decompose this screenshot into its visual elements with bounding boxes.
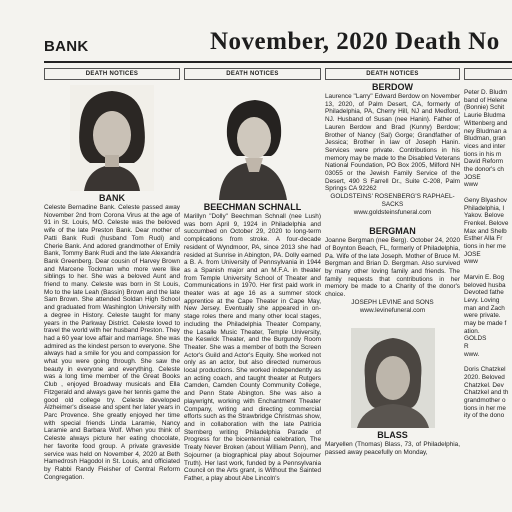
cropped-line: Marvin E. Bog (464, 273, 505, 281)
cropped-line: David Reform (464, 158, 504, 166)
notice-text-schnall: Marillyn "Dolly" Beechman Schnall (nee Lush) was born April 9, 1924 in Philadelphia and succumbed on October 29, 2020 to long-term complications from stroke. A four-decade resident of Wyndmoor, PA, since 2013 she had resided at Sunrise in Abington, PA. Dolly earned a B. A. from University of Pennsylvania in 1944 as a Spanish major and an M.F.A. in theater from Temple University School of Theater and Communications in 1970. Her first paid work in theater was at age 16 as a summer stock apprentice at the Cape Theater in Cape May, New Jersey. Eventually she appeared in on-stage roles there and many other local stages, including the Philadelphia Theater Company, the Lasalle Music Theater, Temple University, the Keswick Theater, and the Burgundy Room Theater. She was a member of both the Screen Actor's Guild and Actor's Equity. She worked not only as an actor, but also directed numerous local productions. She worked independently as an acting coach, and taught theater at Rutgers Camden, Camden County Community College, and Penn State Abington. She was also a playwright, working with Enchantment Theater Company, writing and directing commercial efforts such as the Strawbridge Christmas show, and in collaboration with the late Patricia Sternberg writing Philadelphia Parade of Progress for the bicentennial celebration, The Treaty Never Broken (about William Penn), and Sojourner (a biographical play about Sojourner Truth). Her last work, funded by a Pennsylvania Council on the Arts grant, is Without the Sainted Father, a play about Abe Lincoln's (184, 213, 321, 482)
cropped-line: tions in his m (464, 150, 502, 158)
column-label: DEATH NOTICES (325, 68, 460, 80)
column-label: DEATH NOTICES (44, 68, 180, 80)
cropped-line: JOSE (464, 173, 481, 181)
cropped-line: Chatzkel. Dev (464, 381, 504, 389)
cropped-line: Wittenberg and (464, 119, 508, 127)
funeral-home-bergman: JOSEPH LEVINE and SONS (351, 298, 434, 306)
cropped-line: Esther Alla Fr (464, 235, 503, 243)
cropped-line: www (464, 181, 478, 189)
cropped-line: 2020. Beloved (464, 373, 505, 381)
notice-name-schnall: BEECHMAN SCHNALL (203, 202, 302, 212)
cropped-line: www. (464, 350, 480, 358)
page-title: November, 2020 Death No (210, 28, 500, 55)
column-bank (44, 68, 180, 512)
cropped-line: R (464, 343, 469, 351)
column-berdow (325, 68, 460, 512)
blass-photo (351, 328, 435, 428)
cropped-line: were private. (464, 312, 501, 320)
cropped-line: ation. (464, 327, 480, 335)
funeral-home-berdow: GOLDSTEINS' ROSENBERG'S RAPHAEL-SACKS (330, 193, 455, 208)
notice-name-blass: BLASS (377, 430, 408, 441)
schnall-photo (211, 92, 295, 200)
cropped-line: Chatzkel and th (464, 389, 509, 397)
notice-text-berdow: Laurence "Larry" Edward Berdow on November 13, 2020, of Palm Desert, CA, formerly of Philadelphia, PA, Cherry Hill, NJ and Medford, NJ. Husband of Susan (nee Hanin). Father of Lauren Berdow and Brad (Kunny) Berdow; Brother of Nancy (Sal) Gorge; Grandfather of Jessica; Brother in law of Joseph Hanin. Services were private. Contributions in his memory may be made to the Disabled Veterans National Foundation, PO Box 2005, Milford NH 03055 or the Jewish Family Service of the Desert, 490 S Farrell Dr., Suite C-208, Palm Springs CA 92262 (325, 93, 460, 193)
cropped-line: Doris Chatzkel (464, 366, 506, 374)
cropped-line: Philadelphia, I (464, 204, 505, 212)
cropped-line: man and Zach (464, 304, 505, 312)
column-label-cropped (464, 68, 512, 80)
cropped-line (464, 266, 512, 274)
cropped-line: Levy. Loving (464, 296, 500, 304)
cropped-line (464, 189, 512, 197)
cropped-line: Bludman, gran (464, 135, 506, 143)
cropped-line: ney Bludman a (464, 127, 507, 135)
notice-name-berdow: BERDOW (372, 82, 413, 92)
cropped-line: Devoted fathe (464, 289, 504, 297)
cropped-line: grandmother o (464, 397, 506, 405)
cropped-line: JOSE (464, 250, 481, 258)
cropped-line: Geny Blyashov (464, 196, 507, 204)
cropped-line: Peter D. Bludm (464, 89, 508, 96)
column-schnall (184, 68, 321, 512)
cropped-line: vices and inter (464, 142, 506, 150)
notice-name-bergman: BERGMAN (369, 226, 416, 237)
cropped-line: (Bonnie) Schit (464, 104, 505, 112)
cropped-notice-lines (464, 89, 512, 420)
cropped-line: Laurie Bludma (464, 112, 506, 120)
notice-name-bank: BANK (99, 193, 125, 203)
notice-text-blass: Maryellen (Thomas) Blass, 73, of Philadelphia, passed away peacefully on Monday, (325, 441, 460, 456)
cropped-line: Max and Shelb (464, 227, 507, 235)
cropped-line: www (464, 258, 478, 266)
section-title: BANK (44, 38, 89, 55)
column-cropped (464, 68, 512, 512)
cropped-line: may be made f (464, 320, 507, 328)
website-bergman: www.levinefuneral.com (359, 306, 426, 314)
website-berdow: www.goldsteinsfuneral.com (353, 208, 432, 216)
cropped-line: GOLDS (464, 335, 487, 343)
cropped-line: band of Helene (464, 96, 508, 104)
cropped-line (464, 359, 512, 367)
cropped-line: ity of the dono (464, 412, 505, 420)
cropped-line: Yakov. Belove (464, 212, 504, 220)
notice-text-bergman: Joanne Bergman (nee Berg). October 24, 2020 of Boynton Beach, FL, formerly of Philadelphia, Pa. Wife of the late Joseph. Mother of Bruce M. Bergman and Brian D. Bergman. Also survived by many other loving family and friends. The family requests that contributions in her memory be made to a Charity of the donor's choice. (325, 237, 460, 299)
cropped-line: tions in her me (464, 404, 506, 412)
cropped-line: beloved husba (464, 281, 506, 289)
notice-text-bank: Celeste Bernadine Bank. Celeste passed away November 2nd from Corona Virus at the age of 91 in St. Louis, MO. Celeste was the beloved wife of the late Preston Bank. Dear mother of Patti Bank Rudi (husband Tom Rudi) and Cherie Bank. And adored grandmother of Emily Bank, Tommy Bank Rudi and the late Alexandra Bank Greenberg. Dear cousin of Harvey Brown and Marcene Tockman who more were like siblings to her. She was a beloved Aunt and friend to many. Celeste was born in St Louis, Mo to the late Leah (Bassin) Brown and the late Sam Brown. She attended Soldan High School and graduated from Washington University with a degree in History. Celeste taught for many years in the Parkway District. Celeste loved to travel the world with her husband Preston. They had a 60 year love affair and marriage. She was admired as the kindest person to everyone. She always had a smile for you and compassion for what you were going through. She saw the beauty in everyone and everything. Celeste was a long time member of the Great Books Club , enjoyed Broadway musicals and Ella Fitzgerald and always gave her tennis game the good old college try. Celeste developed Alzheimer's disease and spent her later years in Parc Provence. She greatly enjoyed her time with special friends Linda Laramie, Nancy Laramie and Barbara Wolf. When you think of Celeste always picture her eating chocolate, her favorite food group. A private graveside service was held on November 4, 2020 at Beth Hamedrosh Hagodol in St. Louis, and officiated by Rabbi Randy Fleisher of Central Reform Congregation. (44, 204, 180, 481)
header-rule (44, 61, 512, 63)
bank-photo (70, 85, 154, 191)
cropped-line: Frenkel. Belove (464, 219, 509, 227)
cropped-line: the donor's ch (464, 166, 504, 174)
cropped-line: tions in her me (464, 243, 506, 251)
column-label: DEATH NOTICES (184, 68, 321, 80)
